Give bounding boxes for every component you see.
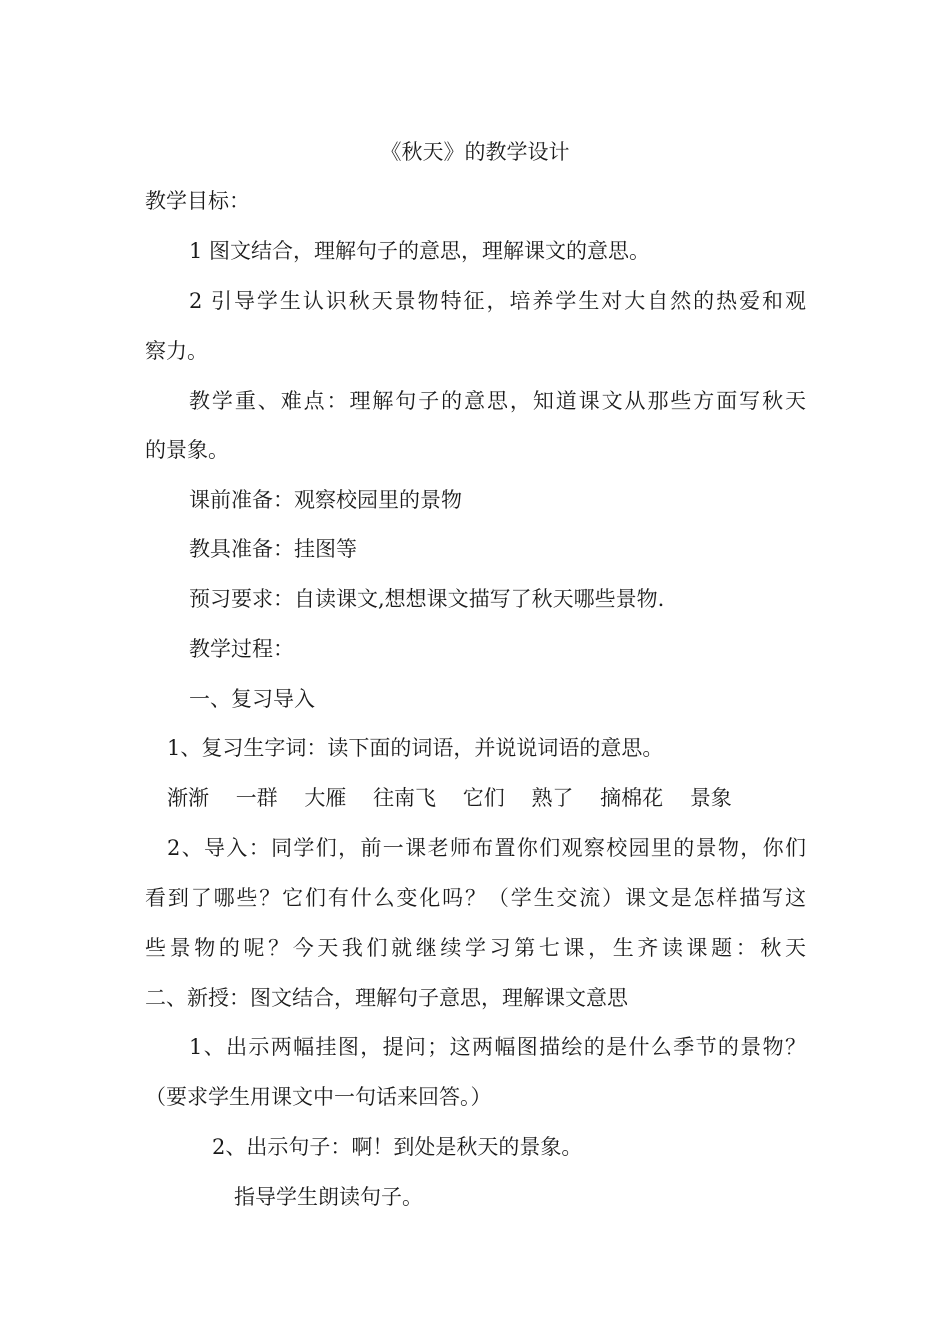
preview-requirement: 预习要求：自读课文,想想课文描写了秋天哪些景物. <box>189 587 665 611</box>
key-points-line-2: 的景象。 <box>145 438 229 462</box>
intro-line-3: 些景物的呢？今天我们就继续学习第七课，生齐读课题：秋天 <box>145 936 806 960</box>
objective-1: 1 图文结合，理解句子的意思，理解课文的意思。 <box>189 239 651 263</box>
vocabulary-list <box>167 783 752 813</box>
section-1-heading: 一、复习导入 <box>189 687 315 711</box>
vocab-word: 往南飞 <box>373 786 437 810</box>
new-item-1-line-2: （要求学生用课文中一句话来回答。） <box>145 1085 492 1109</box>
vocab-word: 大雁 <box>304 786 347 810</box>
objectives-heading: 教学目标： <box>145 189 250 213</box>
vocab-word: 它们 <box>462 786 505 810</box>
new-item-2: 2、出示句子：啊！到处是秋天的景象。 <box>212 1135 583 1159</box>
key-points-line-1: 教学重、难点：理解句子的意思，知道课文从那些方面写秋天 <box>189 389 806 413</box>
new-item-1-line-1: 1、出示两幅挂图，提问；这两幅图描绘的是什么季节的景物？ <box>189 1035 806 1059</box>
intro-line-1: 2、导入：同学们，前一课老师布置你们观察校园里的景物，你们 <box>167 836 806 860</box>
section-2-heading: 二、新授：图文结合，理解句子意思，理解课文意思 <box>145 986 628 1010</box>
vocab-word: 熟了 <box>531 786 574 810</box>
guide-reading: 指导学生朗读句子。 <box>234 1185 423 1209</box>
teaching-aids: 教具准备：挂图等 <box>189 537 357 561</box>
review-item: 1、复习生字词：读下面的词语，并说说词语的意思。 <box>167 736 664 760</box>
process-heading: 教学过程： <box>189 637 294 661</box>
vocab-word: 一群 <box>235 786 278 810</box>
vocab-word: 景象 <box>689 786 732 810</box>
objective-2-line-1: 2 引导学生认识秋天景物特征，培养学生对大自然的热爱和观 <box>189 289 806 313</box>
pre-class-prep: 课前准备：观察校园里的景物 <box>189 488 462 512</box>
vocab-word: 摘棉花 <box>600 786 664 810</box>
objective-2-line-2: 察力。 <box>145 339 208 363</box>
vocab-word: 渐渐 <box>167 786 209 810</box>
document-title: 《秋天》的教学设计 <box>380 140 570 164</box>
intro-line-2: 看到了哪些？它们有什么变化吗？（学生交流）课文是怎样描写这 <box>145 886 806 910</box>
